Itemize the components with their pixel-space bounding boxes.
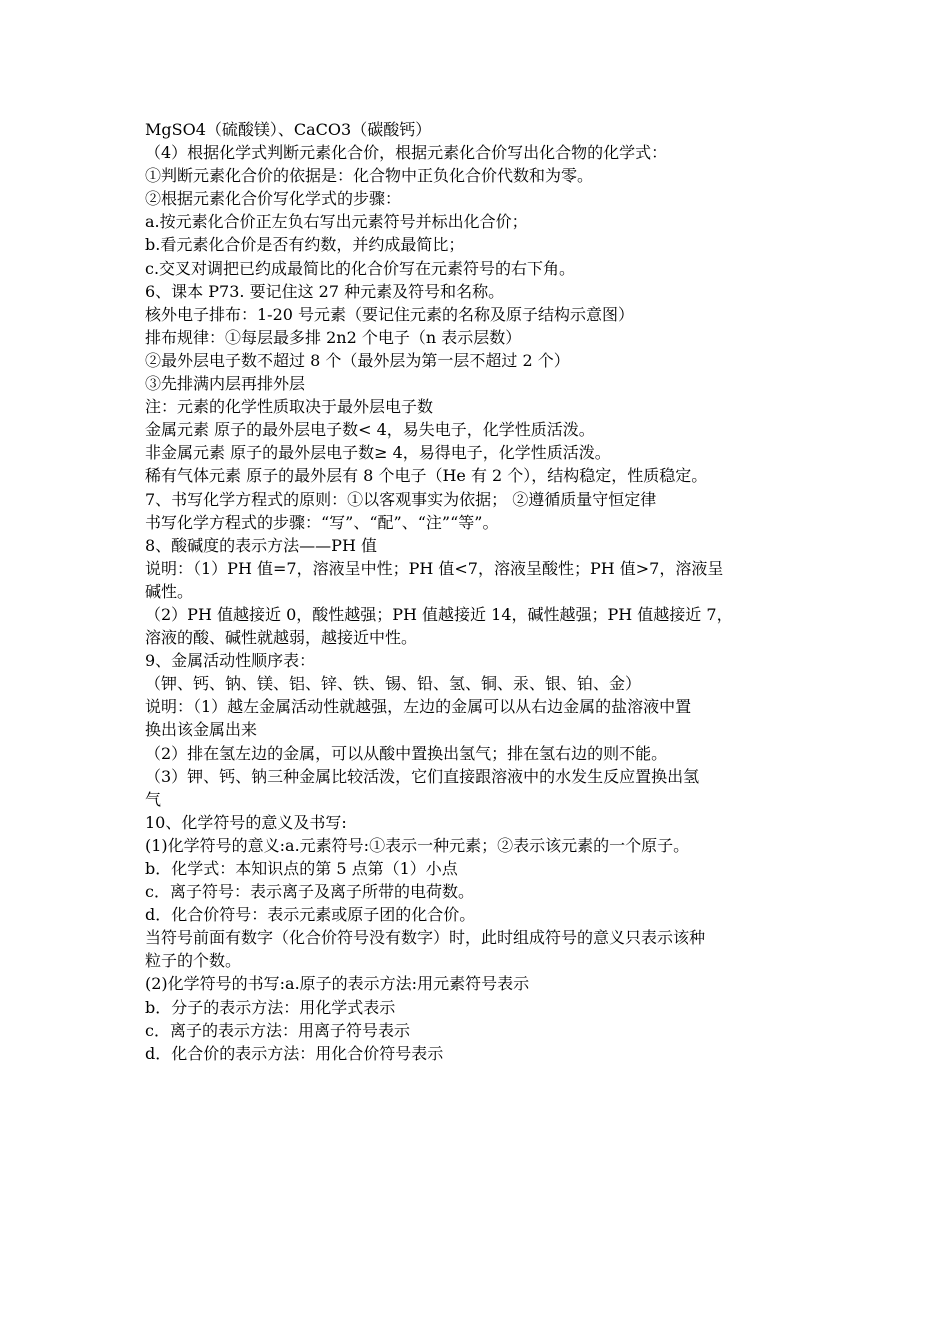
text-line: ③先排满内层再排外层 [145, 374, 306, 394]
text-line: （4）根据化学式判断元素化合价，根据元素化合价写出化合物的化学式： [145, 143, 668, 163]
text-line: c.交叉对调把已约成最简比的化合价写在元素符号的右下角。 [145, 258, 576, 278]
section-heading: 8、酸碱度的表示方法——PH 值 [145, 535, 377, 555]
document-page [145, 118, 825, 1065]
text-line: 溶液的酸、碱性就越弱，越接近中性。 [145, 628, 418, 648]
text-line: 换出该金属出来 [145, 720, 258, 740]
text-line: (2)化学符号的书写:a.原子的表示方法:用元素符号表示 [145, 974, 530, 994]
text-line: a.按元素化合价正左负右写出元素符号并标出化合价； [145, 212, 528, 232]
section-heading: 7、书写化学方程式的原则：①以客观事实为依据； ②遵循质量守恒定律 [145, 489, 657, 509]
text-line: 碱性。 [145, 581, 194, 601]
text-line: (1)化学符号的意义:a.元素符号:①表示一种元素；②表示该元素的一个原子。 [145, 835, 690, 855]
text-line: b．分子的表示方法：用化学式表示 [145, 997, 396, 1017]
section-heading: 6、课本 P73. 要记住这 27 种元素及符号和名称。 [145, 281, 505, 301]
text-line: 注：元素的化学性质取决于最外层电子数 [145, 397, 434, 417]
text-line: （钾、钙、钠、镁、铝、锌、铁、锡、铅、氢、铜、汞、银、铂、金） [145, 674, 642, 694]
text-line: 书写化学方程式的步骤：“写”、“配”、“注”“等”。 [145, 512, 499, 532]
text-line: b.看元素化合价是否有约数，并约成最简比； [145, 235, 465, 255]
text-line: 核外电子排布：1-20 号元素（要记住元素的名称及原子结构示意图） [145, 304, 635, 324]
text-line: （2）PH 值越接近 0，酸性越强；PH 值越接近 14，碱性越强；PH 值越接近 7， [145, 604, 733, 624]
text-line: 粒子的个数。 [145, 951, 242, 971]
text-line: ②最外层电子数不超过 8 个（最外层为第一层不超过 2 个） [145, 350, 570, 370]
text-line: 说明：（1）PH 值=7，溶液呈中性；PH 值<7，溶液呈酸性；PH 值>7，溶液呈 [145, 558, 724, 578]
text-line: MgSO4（硫酸镁）、CaCO3（碳酸钙） [145, 120, 432, 139]
text-line: c．离子符号：表示离子及离子所带的电荷数。 [145, 882, 474, 902]
text-line: 排布规律：①每层最多排 2n2 个电子（n 表示层数） [145, 327, 522, 347]
text-line: （3）钾、钙、钠三种金属比较活泼，它们直接跟溶液中的水发生反应置换出氢 [145, 766, 700, 786]
text-line: 当符号前面有数字（化合价符号没有数字）时，此时组成符号的意义只表示该种 [145, 928, 706, 948]
text-line: 说明：（1）越左金属活动性就越强，左边的金属可以从右边金属的盐溶液中置 [145, 697, 692, 717]
text-line: 稀有气体元素 原子的最外层有 8 个电子（He 有 2 个），结构稳定，性质稳定。 [145, 466, 708, 486]
text-line: 金属元素 原子的最外层电子数< 4，易失电子，化学性质活泼。 [145, 420, 595, 440]
section-heading: 10、化学符号的意义及书写: [145, 812, 347, 832]
text-line: d．化合价的表示方法：用化合价符号表示 [145, 1043, 444, 1063]
section-heading: 9、金属活动性顺序表： [145, 651, 316, 671]
text-line: ①判断元素化合价的依据是：化合物中正负化合价代数和为零。 [145, 166, 594, 186]
text-line: （2）排在氢左边的金属，可以从酸中置换出氢气；排在氢右边的则不能。 [145, 743, 668, 763]
text-line: b．化学式：本知识点的第 5 点第（1）小点 [145, 859, 458, 878]
text-line: 气 [145, 789, 162, 809]
text-line: 非金属元素 原子的最外层电子数≥ 4，易得电子，化学性质活泼。 [145, 443, 611, 463]
text-line: d．化合价符号：表示元素或原子团的化合价。 [145, 905, 476, 925]
text-line: ②根据元素化合价写化学式的步骤： [145, 189, 402, 209]
text-line: c．离子的表示方法：用离子符号表示 [145, 1020, 410, 1040]
